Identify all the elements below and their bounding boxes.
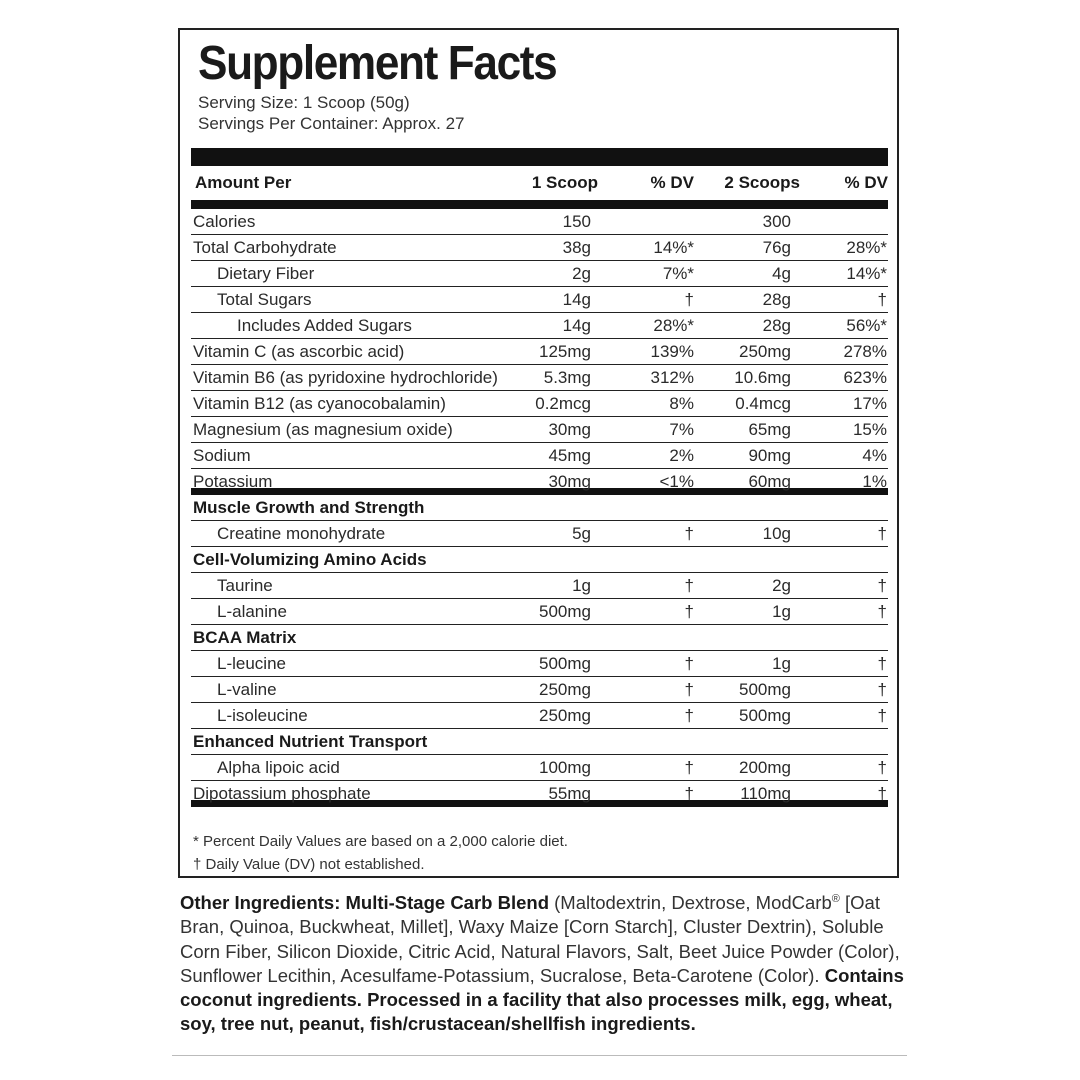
row-magnesium: [191, 417, 888, 443]
nutrient-name: Creatine monohydrate: [217, 524, 386, 543]
facts-table: [191, 166, 888, 807]
dv-one-scoop: †: [684, 654, 694, 673]
nutrient-name: Dipotassium phosphate: [193, 784, 371, 803]
row-sodium: [191, 443, 888, 469]
nutrient-name: L-valine: [217, 680, 277, 699]
row-vitamin-c: [191, 339, 888, 365]
dv-one-scoop: 312%: [650, 368, 694, 387]
dv-one-scoop: †: [684, 784, 694, 803]
row-alpha-lipoic-acid: [191, 755, 888, 781]
amount-two-scoops: 110mg: [740, 784, 791, 803]
dv-one-scoop: †: [684, 680, 694, 699]
row-l-leucine: [191, 651, 888, 677]
amount-two-scoops: 90mg: [748, 446, 791, 465]
header-thick-bar: [191, 200, 888, 209]
amount-one-scoop: 500mg: [539, 602, 591, 621]
dv-two-scoops: 17%: [852, 394, 887, 413]
dv-two-scoops: 14%*: [846, 264, 887, 283]
nutrient-name: Calories: [193, 212, 256, 231]
top-thick-bar: [191, 148, 888, 166]
amount-two-scoops: 4g: [772, 264, 791, 283]
row-total-carbohydrate: [191, 235, 888, 261]
dv-two-scoops: 278%: [843, 342, 887, 361]
amount-one-scoop: 500mg: [539, 654, 591, 673]
row-total-sugars: [191, 287, 888, 313]
dv-one-scoop: 8%: [669, 394, 694, 413]
amount-two-scoops: 28g: [762, 316, 791, 335]
dv-one-scoop: 28%*: [653, 316, 694, 335]
dv-one-scoop: †: [684, 524, 694, 543]
header-one-scoop: 1 Scoop: [531, 173, 598, 192]
amount-one-scoop: 45mg: [548, 446, 591, 465]
amount-one-scoop: 125mg: [539, 342, 591, 361]
nutrient-name: L-isoleucine: [217, 706, 308, 725]
amount-two-scoops: 1g: [772, 602, 791, 621]
header-amount-per: Amount Per: [195, 173, 292, 192]
amount-two-scoops: 65mg: [748, 420, 791, 439]
nutrient-name: Includes Added Sugars: [237, 316, 412, 335]
amount-one-scoop: 150: [562, 212, 591, 231]
nutrient-name: Total Carbohydrate: [193, 238, 337, 257]
dv-two-scoops: †: [877, 784, 887, 803]
dv-two-scoops: 1%: [862, 472, 887, 491]
amount-one-scoop: 14g: [562, 290, 591, 309]
other-ingredients: [180, 887, 905, 1037]
amount-one-scoop: 30mg: [548, 472, 591, 491]
dv-one-scoop: †: [684, 290, 694, 309]
row-dietary-fiber: [191, 261, 888, 287]
dv-two-scoops: †: [877, 290, 887, 309]
section-heading: Muscle Growth and Strength: [193, 498, 425, 517]
dv-two-scoops: †: [877, 524, 887, 543]
amount-two-scoops: 10.6mg: [734, 368, 791, 387]
dv-one-scoop: 14%*: [653, 238, 694, 257]
amount-two-scoops: 28g: [762, 290, 791, 309]
ingredients-list-part2: [Oat Bran, Quinoa, Buckwheat, Millet], Waxy Maize [Corn Starch], Cluster Dextrin), Soluble Corn Fiber, Silicon Dioxide, Citric Acid, Natural Flavors, Salt, Beet Juice Powder (Color), Sunflower Lecithin, Acesulfame-Potassium, Sucralose, Beta-Carotene (Color).: [180, 892, 900, 986]
amount-one-scoop: 250mg: [539, 680, 591, 699]
amount-two-scoops: 10g: [762, 524, 791, 543]
amount-two-scoops: 1g: [772, 654, 791, 673]
nutrient-name: Dietary Fiber: [217, 264, 315, 283]
serving-size: Serving Size: 1 Scoop (50g): [198, 93, 410, 112]
servings-per-container: Servings Per Container: Approx. 27: [198, 114, 465, 133]
amount-one-scoop: 5.3mg: [543, 368, 591, 387]
amount-two-scoops: 2g: [772, 576, 791, 595]
nutrient-name: Taurine: [217, 576, 273, 595]
ingredients-heading: Other Ingredients: Multi-Stage Carb Blend: [180, 892, 549, 913]
amount-two-scoops: 0.4mcg: [735, 394, 791, 413]
header-two-scoops: 2 Scoops: [724, 173, 800, 192]
allergen-statement: Contains coconut ingredients. Processed in a facility that also processes milk, egg, wheat, soy, tree nut, peanut, fish/crustacean/shellfish ingredients.: [180, 964, 904, 1035]
amount-two-scoops: 250mg: [739, 342, 791, 361]
nutrient-name: Vitamin C (as ascorbic acid): [193, 342, 405, 361]
dv-two-scoops: †: [877, 602, 887, 621]
dv-one-scoop: 7%: [669, 420, 694, 439]
section-heading: Enhanced Nutrient Transport: [193, 732, 428, 751]
dv-one-scoop: 7%*: [662, 264, 694, 283]
dv-two-scoops: †: [877, 654, 887, 673]
dv-one-scoop: 2%: [669, 446, 694, 465]
amount-one-scoop: 30mg: [548, 420, 591, 439]
amount-one-scoop: 55mg: [548, 784, 591, 803]
nutrient-name: Alpha lipoic acid: [217, 758, 340, 777]
section-nutrient-transport: [191, 729, 888, 755]
nutrient-name: L-alanine: [217, 602, 287, 621]
row-l-valine: [191, 677, 888, 703]
serving-info: [198, 92, 464, 134]
nutrient-name: Magnesium (as magnesium oxide): [193, 420, 453, 439]
amount-one-scoop: 250mg: [539, 706, 591, 725]
panel-title: Supplement Facts: [198, 37, 557, 90]
ingredients-list-part1: (Maltodextrin, Dextrose, ModCarb: [549, 892, 832, 913]
registered-mark: ®: [831, 893, 840, 905]
amount-two-scoops: 200mg: [739, 758, 791, 777]
nutrient-name: Potassium: [193, 472, 273, 491]
amount-one-scoop: 1g: [572, 576, 591, 595]
row-l-alanine: [191, 599, 888, 625]
dv-two-scoops: †: [877, 706, 887, 725]
nutrient-name: Vitamin B12 (as cyanocobalamin): [193, 394, 446, 413]
table-header: [191, 166, 888, 200]
amount-one-scoop: 2g: [572, 264, 591, 283]
dv-two-scoops: †: [877, 758, 887, 777]
amount-one-scoop: 5g: [572, 524, 591, 543]
amount-two-scoops: 500mg: [739, 680, 791, 699]
header-dv-one: % DV: [650, 173, 694, 192]
dv-two-scoops: †: [877, 576, 887, 595]
amount-one-scoop: 0.2mcg: [535, 394, 591, 413]
header-dv-two: % DV: [844, 173, 888, 192]
dv-one-scoop: †: [684, 602, 694, 621]
dv-two-scoops: 56%*: [846, 316, 887, 335]
row-vitamin-b6: [191, 365, 888, 391]
row-potassium: [191, 469, 888, 495]
footnotes: [193, 830, 568, 876]
row-creatine: [191, 521, 888, 547]
amount-two-scoops: 76g: [762, 238, 791, 257]
amount-one-scoop: 14g: [562, 316, 591, 335]
amount-two-scoops: 300: [762, 212, 791, 231]
amount-two-scoops: 60mg: [748, 472, 791, 491]
footnote-daily-value: * Percent Daily Values are based on a 2,000 calorie diet.: [193, 833, 568, 850]
dv-one-scoop: <1%: [659, 472, 694, 491]
section-muscle-growth: [191, 495, 888, 521]
dv-two-scoops: 4%: [862, 446, 887, 465]
dv-one-scoop: †: [684, 706, 694, 725]
row-calories: [191, 209, 888, 235]
section-bcaa-matrix: [191, 625, 888, 651]
section-heading: BCAA Matrix: [193, 628, 297, 647]
nutrient-name: Sodium: [193, 446, 251, 465]
nutrient-name: L-leucine: [217, 654, 286, 673]
nutrient-name: Total Sugars: [217, 290, 312, 309]
amount-one-scoop: 100mg: [539, 758, 591, 777]
section-heading: Cell-Volumizing Amino Acids: [193, 550, 427, 569]
supplement-facts-panel: [178, 28, 899, 878]
amount-two-scoops: 500mg: [739, 706, 791, 725]
dv-one-scoop: †: [684, 576, 694, 595]
row-added-sugars: [191, 313, 888, 339]
dv-two-scoops: †: [877, 680, 887, 699]
row-taurine: [191, 573, 888, 599]
row-dipotassium-phosphate: [191, 781, 888, 807]
section-cell-volumizing: [191, 547, 888, 573]
row-l-isoleucine: [191, 703, 888, 729]
nutrient-name: Vitamin B6 (as pyridoxine hydrochloride): [193, 368, 498, 387]
amount-one-scoop: 38g: [562, 238, 591, 257]
footnote-dagger: † Daily Value (DV) not established.: [193, 856, 425, 873]
row-vitamin-b12: [191, 391, 888, 417]
dv-one-scoop: 139%: [650, 342, 694, 361]
dv-two-scoops: 15%: [852, 420, 887, 439]
dv-two-scoops: 28%*: [846, 238, 887, 257]
dv-two-scoops: 623%: [843, 368, 887, 387]
dv-one-scoop: †: [684, 758, 694, 777]
bottom-divider: [172, 1055, 907, 1056]
